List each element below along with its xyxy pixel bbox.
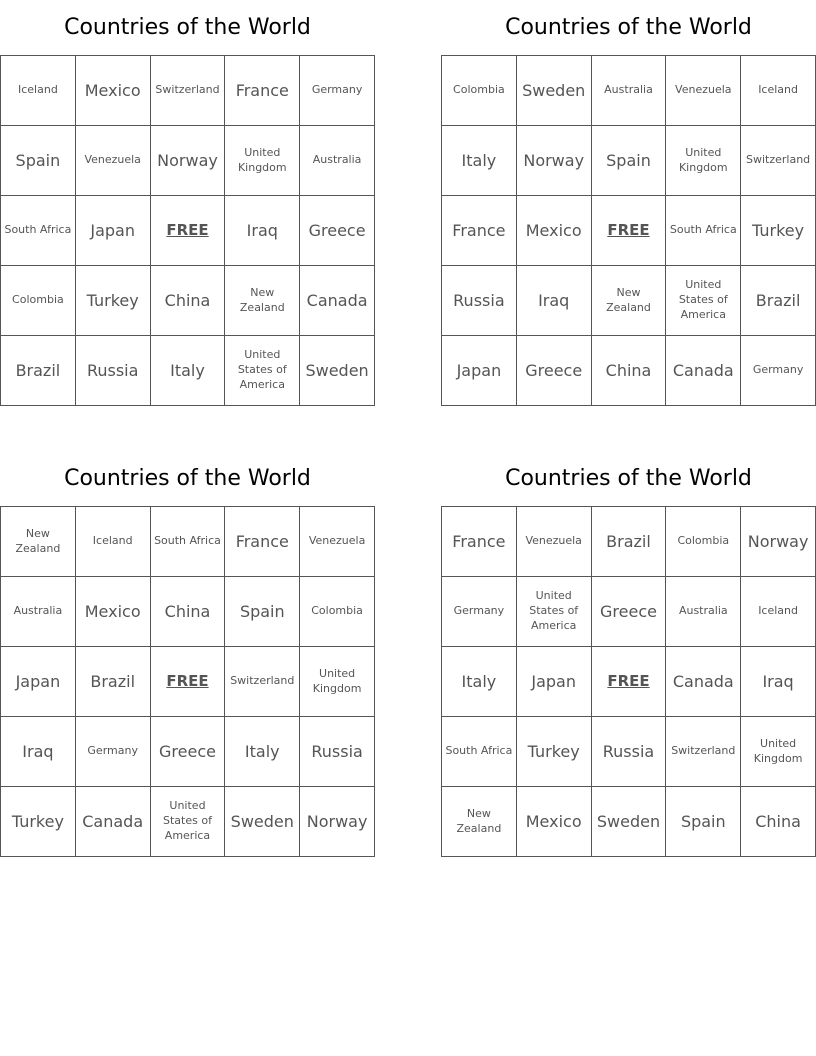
bingo-cell — [225, 577, 300, 647]
cell-label: Norway — [523, 150, 585, 170]
cell-label: United Kingdom — [753, 736, 803, 765]
cell-label: New Zealand — [239, 285, 285, 314]
bingo-cell — [592, 787, 667, 857]
bingo-cell — [151, 577, 226, 647]
bingo-cell — [741, 507, 816, 577]
cell-label: Spain — [239, 601, 285, 621]
bingo-cell — [225, 787, 300, 857]
bingo-cell — [442, 196, 517, 266]
cell-label: Switzerland — [155, 83, 220, 97]
bingo-cell — [517, 336, 592, 406]
bingo-cell — [517, 507, 592, 577]
cell-label: Mexico — [525, 811, 582, 831]
bingo-cell — [666, 647, 741, 717]
bingo-cell — [517, 56, 592, 126]
cell-label: Japan — [456, 360, 502, 380]
cell-label: Norway — [306, 811, 368, 831]
bingo-cell — [76, 507, 151, 577]
bingo-cell — [225, 507, 300, 577]
card-title: Countries of the World — [505, 15, 752, 40]
cell-label: Brazil — [15, 360, 61, 380]
bingo-cell — [76, 56, 151, 126]
bingo-cell — [225, 196, 300, 266]
cell-label: Greece — [159, 741, 216, 761]
cell-label: China — [164, 601, 211, 621]
bingo-cell — [442, 336, 517, 406]
bingo-cell — [1, 507, 76, 577]
cell-label: United Kingdom — [237, 145, 287, 174]
cell-label: Australia — [13, 604, 63, 618]
bingo-grid — [441, 55, 816, 406]
bingo-cell — [517, 717, 592, 787]
bingo-cell — [442, 266, 517, 336]
cell-label: United States of America — [678, 278, 728, 321]
cell-label: New Zealand — [15, 526, 61, 555]
cell-label: China — [755, 811, 801, 831]
cell-label: Italy — [461, 150, 497, 170]
cell-label: United Kingdom — [312, 666, 362, 695]
cell-label: Canada — [82, 811, 144, 831]
cell-label: Mexico — [525, 220, 582, 240]
free-space — [151, 196, 226, 266]
bingo-cell — [741, 126, 816, 196]
bingo-cell — [225, 717, 300, 787]
bingo-cell — [1, 647, 76, 717]
card-title: Countries of the World — [64, 466, 311, 491]
cell-label: Iceland — [758, 604, 798, 618]
bingo-cell — [300, 507, 375, 577]
cell-label: Sweden — [305, 360, 369, 380]
bingo-cell — [300, 647, 375, 717]
bingo-cell — [741, 577, 816, 647]
bingo-cell — [741, 787, 816, 857]
bingo-cell — [666, 577, 741, 647]
cell-label: United States of America — [529, 589, 579, 632]
cell-label: New Zealand — [606, 285, 651, 314]
bingo-cell — [741, 56, 816, 126]
cell-label: FREE — [166, 221, 209, 240]
bingo-cell — [225, 647, 300, 717]
bingo-cell — [666, 266, 741, 336]
cell-label: Turkey — [11, 811, 64, 831]
cell-label: South Africa — [4, 223, 72, 237]
cell-label: New Zealand — [456, 806, 502, 835]
cell-label: Colombia — [677, 534, 730, 548]
cell-label: Brazil — [90, 671, 136, 691]
bingo-cell — [76, 787, 151, 857]
cell-label: Iraq — [762, 671, 794, 691]
bingo-cell — [76, 266, 151, 336]
bingo-cell — [76, 336, 151, 406]
cell-label: China — [605, 360, 652, 380]
cell-label: Norway — [747, 531, 809, 551]
bingo-cell — [666, 717, 741, 787]
cell-label: Japan — [90, 220, 135, 240]
bingo-cell — [666, 507, 741, 577]
cell-label: Canada — [672, 360, 734, 380]
bingo-cell — [592, 336, 667, 406]
cell-label: Mexico — [84, 601, 141, 621]
bingo-cell — [592, 577, 667, 647]
bingo-cell — [225, 266, 300, 336]
cell-label: Italy — [170, 360, 205, 380]
cell-label: France — [452, 220, 506, 240]
bingo-cell — [76, 717, 151, 787]
cell-label: United Kingdom — [678, 145, 728, 174]
bingo-cell — [442, 507, 517, 577]
bingo-cell — [442, 647, 517, 717]
cell-label: Venezuela — [84, 153, 141, 167]
cell-label: Iceland — [17, 83, 58, 97]
bingo-cell — [300, 56, 375, 126]
bingo-cell — [1, 787, 76, 857]
bingo-cell — [517, 126, 592, 196]
cell-label: Switzerland — [746, 153, 811, 167]
cell-label: Iraq — [538, 290, 570, 310]
cell-label: Venezuela — [675, 83, 732, 97]
bingo-cell — [442, 717, 517, 787]
bingo-cell — [151, 56, 226, 126]
cell-label: Brazil — [755, 290, 801, 310]
cell-label: Canada — [306, 290, 368, 310]
cell-label: Iraq — [22, 741, 54, 761]
bingo-cell — [666, 787, 741, 857]
bingo-cell — [666, 196, 741, 266]
bingo-cell — [151, 717, 226, 787]
bingo-cell — [151, 787, 226, 857]
bingo-cell — [442, 126, 517, 196]
cell-label: South Africa — [154, 534, 221, 548]
bingo-cell — [517, 577, 592, 647]
cell-label: United States of America — [237, 348, 287, 391]
cell-label: Sweden — [230, 811, 294, 831]
cell-label: Japan — [531, 671, 576, 691]
cell-label: Greece — [600, 601, 657, 621]
bingo-cell — [1, 717, 76, 787]
cell-label: France — [235, 531, 289, 551]
bingo-cell — [666, 126, 741, 196]
cell-label: Iraq — [246, 220, 278, 240]
bingo-cell — [1, 126, 76, 196]
cell-label: Mexico — [84, 80, 141, 100]
bingo-cell — [300, 196, 375, 266]
free-space — [592, 647, 667, 717]
bingo-cell — [1, 266, 76, 336]
bingo-cell — [300, 266, 375, 336]
cell-label: Iceland — [92, 534, 133, 548]
bingo-cell — [592, 126, 667, 196]
cell-label: Colombia — [311, 604, 363, 618]
bingo-cell — [517, 266, 592, 336]
card-title: Countries of the World — [64, 15, 311, 40]
cell-label: France — [235, 80, 289, 100]
free-space — [151, 647, 226, 717]
bingo-cell — [76, 647, 151, 717]
cell-label: Switzerland — [671, 744, 736, 758]
bingo-cell — [442, 577, 517, 647]
bingo-cell — [300, 717, 375, 787]
cell-label: Germany — [752, 363, 804, 377]
cell-label: Venezuela — [525, 534, 582, 548]
bingo-cell — [76, 126, 151, 196]
cell-label: Spain — [606, 150, 651, 170]
bingo-cell — [592, 717, 667, 787]
cell-label: Spain — [680, 811, 726, 831]
cell-label: FREE — [607, 221, 650, 240]
bingo-cell — [1, 196, 76, 266]
cell-label: Spain — [15, 150, 61, 170]
bingo-cell — [76, 577, 151, 647]
bingo-cell — [225, 126, 300, 196]
bingo-cell — [741, 647, 816, 717]
bingo-cell — [592, 507, 667, 577]
cell-label: South Africa — [445, 744, 513, 758]
bingo-cell — [741, 717, 816, 787]
bingo-cell — [300, 336, 375, 406]
cell-label: Australia — [604, 83, 653, 97]
bingo-cell — [592, 56, 667, 126]
bingo-cell — [1, 56, 76, 126]
bingo-cell — [442, 787, 517, 857]
cell-label: Sweden — [596, 811, 661, 831]
cell-label: Germany — [453, 604, 505, 618]
bingo-cell — [151, 126, 226, 196]
bingo-cell — [517, 647, 592, 717]
cell-label: Canada — [672, 671, 734, 691]
cell-label: Colombia — [453, 83, 505, 97]
bingo-cell — [666, 336, 741, 406]
bingo-cell — [300, 787, 375, 857]
bingo-grid — [0, 506, 375, 857]
cell-label: Australia — [678, 604, 728, 618]
bingo-cell — [300, 126, 375, 196]
cell-label: FREE — [607, 672, 650, 691]
bingo-cell — [442, 56, 517, 126]
bingo-cell — [1, 577, 76, 647]
bingo-cell — [592, 266, 667, 336]
cell-label: Russia — [453, 290, 505, 310]
bingo-cell — [517, 787, 592, 857]
cell-label: Norway — [157, 150, 218, 170]
cell-label: Russia — [311, 741, 363, 761]
bingo-cell — [1, 336, 76, 406]
cell-label: Australia — [312, 153, 362, 167]
cell-label: Iceland — [758, 83, 798, 97]
cell-label: China — [164, 290, 211, 310]
bingo-cell — [741, 336, 816, 406]
cell-label: Turkey — [527, 741, 580, 761]
cell-label: Colombia — [12, 293, 64, 307]
cell-label: Germany — [87, 744, 138, 758]
bingo-cell — [741, 196, 816, 266]
cell-label: Italy — [244, 741, 280, 761]
cell-label: Turkey — [86, 290, 139, 310]
cell-label: FREE — [166, 672, 209, 691]
bingo-cell — [151, 507, 226, 577]
cell-label: United States of America — [163, 799, 212, 842]
card-title: Countries of the World — [505, 466, 752, 491]
cell-label: Greece — [308, 220, 366, 240]
cell-label: Greece — [525, 360, 583, 380]
bingo-grid — [441, 506, 816, 857]
cell-label: Italy — [461, 671, 497, 691]
cell-label: Germany — [311, 83, 363, 97]
cell-label: Venezuela — [308, 534, 366, 548]
bingo-cell — [741, 266, 816, 336]
bingo-cell — [666, 56, 741, 126]
cell-label: Japan — [15, 671, 61, 691]
bingo-cell — [300, 577, 375, 647]
cell-label: Russia — [86, 360, 139, 380]
bingo-cell — [517, 196, 592, 266]
cell-label: France — [452, 531, 506, 551]
cell-label: Russia — [602, 741, 655, 761]
cell-label: Brazil — [606, 531, 651, 551]
cell-label: Switzerland — [230, 674, 295, 688]
bingo-cell — [151, 266, 226, 336]
bingo-cell — [76, 196, 151, 266]
bingo-cell — [225, 336, 300, 406]
cell-label: Turkey — [752, 220, 805, 240]
bingo-cell — [151, 336, 226, 406]
free-space — [592, 196, 667, 266]
bingo-grid — [0, 55, 375, 406]
bingo-cell — [225, 56, 300, 126]
cell-label: South Africa — [669, 223, 737, 237]
cell-label: Sweden — [522, 80, 586, 100]
